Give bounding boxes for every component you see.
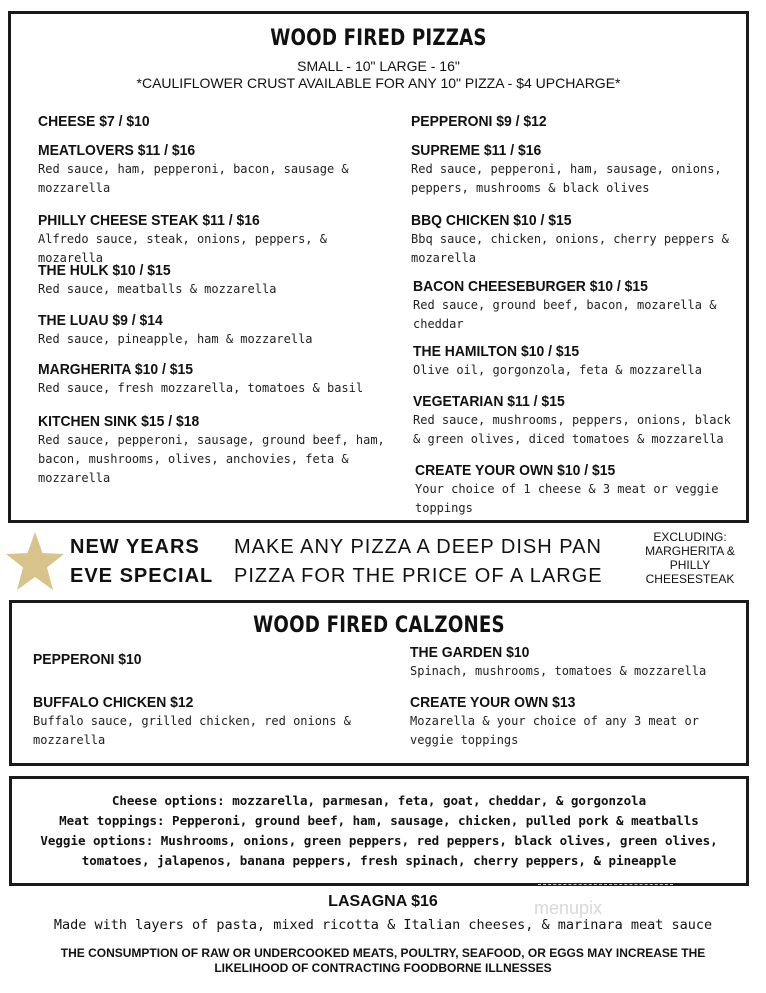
pizza-desc: Red sauce, pineapple, ham & mozzarella xyxy=(38,332,313,346)
calzone-desc: Spinach, mushrooms, tomatoes & mozzarella xyxy=(410,664,707,678)
calzone-name: BUFFALO CHICKEN $12 xyxy=(33,694,194,711)
options-section xyxy=(9,776,749,886)
special-title xyxy=(70,533,213,591)
warning-line1: THE CONSUMPTION OF RAW OR UNDERCOOKED MEATS, POULTRY, SEAFOOD, OR EGGS MAY INCREASE THE xyxy=(60,946,706,960)
pizza-name: MARGHERITA $10 / $15 xyxy=(38,361,194,378)
special-excl-line2: MARGHERITA & xyxy=(645,544,735,558)
pizza-name: MEATLOVERS $11 / $16 xyxy=(38,142,196,159)
pizza-item xyxy=(38,261,390,299)
calzone-desc: Mozarella & your choice of any 3 meat or veggie toppings xyxy=(410,714,699,747)
pizza-name: PEPPERONI $9 / $12 xyxy=(411,113,547,130)
pizza-name: THE LUAU $9 / $14 xyxy=(38,312,163,329)
pizzas-title: WOOD FIRED PIZZAS xyxy=(270,26,487,51)
special-exclusions xyxy=(620,530,760,586)
special-excl-line4: CHEESESTEAK xyxy=(645,572,735,586)
calzone-item xyxy=(33,650,385,669)
pizza-desc: Red sauce, meatballs & mozzarella xyxy=(38,282,277,296)
calzone-item xyxy=(410,693,740,750)
pizza-name: VEGETARIAN $11 / $15 xyxy=(413,393,565,410)
pizza-name: THE HULK $10 / $15 xyxy=(38,262,171,279)
pizzas-sizes: SMALL - 10" LARGE - 16" xyxy=(297,58,460,74)
options-cheese: Cheese options: mozzarella, parmesan, feta, goat, cheddar, & gorgonzola xyxy=(111,793,647,808)
pizza-desc: Bbq sauce, chicken, onions, cherry peppers & mozarella xyxy=(411,232,729,265)
special-excl-line1: EXCLUDING: xyxy=(653,530,727,544)
calzone-name: PEPPERONI $10 xyxy=(33,651,142,668)
pizza-desc: Red sauce, mushrooms, peppers, onions, black & green olives, diced tomatoes & mozzarella xyxy=(413,413,731,446)
pizza-desc: Olive oil, gorgonzola, feta & mozzarella xyxy=(413,363,702,377)
calzones-title: WOOD FIRED CALZONES xyxy=(253,613,505,638)
pizza-name: BACON CHEESEBURGER $10 / $15 xyxy=(413,278,648,295)
calzone-item xyxy=(410,643,740,681)
pizza-desc: Your choice of 1 cheese & 3 meat or veggie toppings xyxy=(415,482,719,515)
calzone-desc: Buffalo sauce, grilled chicken, red onions & mozzarella xyxy=(33,714,351,747)
pizza-name: PHILLY CHEESE STEAK $11 / $16 xyxy=(38,212,260,229)
special-excl-line3: PHILLY xyxy=(669,558,711,572)
calzones-section xyxy=(9,600,749,766)
pizza-item xyxy=(413,277,738,334)
pizza-item xyxy=(38,311,390,349)
pizza-desc: Red sauce, ground beef, bacon, mozarella & cheddar xyxy=(413,298,717,331)
food-safety-warning xyxy=(20,946,746,976)
pizza-item xyxy=(415,461,740,518)
pizza-item xyxy=(411,211,736,268)
pizza-name: BBQ CHICKEN $10 / $15 xyxy=(411,212,572,229)
pizza-name: CREATE YOUR OWN $10 / $15 xyxy=(415,462,616,479)
pizza-item xyxy=(38,211,390,268)
special-body xyxy=(234,533,603,591)
watermark: menupix xyxy=(534,898,603,918)
pizza-desc: Red sauce, pepperoni, ham, sausage, onions, peppers, mushrooms & black olives xyxy=(411,162,722,195)
pizza-item xyxy=(38,360,390,398)
pizza-name: THE HAMILTON $10 / $15 xyxy=(413,343,580,360)
special-title-line1: NEW YEARS xyxy=(70,536,200,558)
options-meat: Meat toppings: Pepperoni, ground beef, ham, sausage, chicken, pulled pork & meatballs xyxy=(59,813,699,828)
pizza-item xyxy=(413,392,738,449)
lasagna-desc: Made with layers of pasta, mixed ricotta & Italian cheeses, & marinara meat sauce xyxy=(53,917,713,933)
watermark-divider xyxy=(538,884,673,885)
warning-line2: LIKELIHOOD OF CONTRACTING FOODBORNE ILLNESSES xyxy=(214,961,552,975)
pizza-item xyxy=(411,141,736,198)
pizza-item xyxy=(38,112,390,131)
special-title-line2: EVE SPECIAL xyxy=(70,565,214,587)
calzone-name: CREATE YOUR OWN $13 xyxy=(410,694,576,711)
pizzas-note: *CAULIFLOWER CRUST AVAILABLE FOR ANY 10" PIZZA - $4 UPCHARGE* xyxy=(136,75,621,91)
pizza-name: SUPREME $11 / $16 xyxy=(411,142,542,159)
pizza-item xyxy=(38,141,390,198)
pizza-item xyxy=(411,112,736,131)
pizza-desc: Alfredo sauce, steak, onions, peppers, & mozarella xyxy=(38,232,327,265)
pizzas-section xyxy=(8,11,749,523)
pizza-name: CHEESE $7 / $10 xyxy=(38,113,150,130)
pizza-item xyxy=(38,412,390,488)
special-body-line2: PIZZA FOR THE PRICE OF A LARGE xyxy=(234,565,603,587)
options-veggie: Veggie options: Mushrooms, onions, green peppers, red peppers, black olives, green olives, xyxy=(40,833,718,848)
calzone-item xyxy=(33,693,363,750)
star-icon xyxy=(4,530,66,594)
calzone-name: THE GARDEN $10 xyxy=(410,644,530,661)
lasagna-title: LASAGNA $16 xyxy=(328,893,438,910)
pizza-desc: Red sauce, fresh mozzarella, tomatoes & basil xyxy=(38,381,364,395)
pizza-item xyxy=(413,342,738,380)
special-body-line1: MAKE ANY PIZZA A DEEP DISH PAN xyxy=(234,536,602,558)
options-veggie-cont: tomatoes, jalapenos, banana peppers, fresh spinach, cherry peppers, & pineapple xyxy=(81,853,677,868)
pizza-desc: Red sauce, pepperoni, sausage, ground beef, ham, bacon, mushrooms, olives, anchovies, feta & mozzarella xyxy=(38,433,385,485)
pizza-desc: Red sauce, ham, pepperoni, bacon, sausage & mozzarella xyxy=(38,162,349,195)
pizza-name: KITCHEN SINK $15 / $18 xyxy=(38,413,200,430)
